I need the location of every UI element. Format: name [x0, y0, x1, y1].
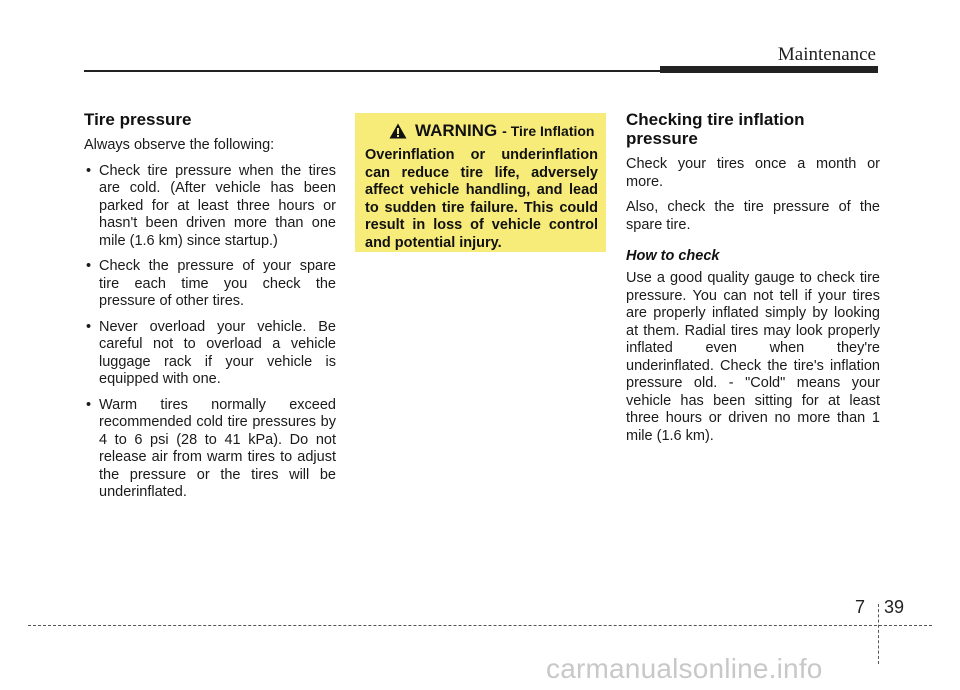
section-title: Maintenance — [777, 44, 876, 65]
right-column — [626, 110, 880, 453]
list-item: • Check the pressure of your spare tire each time you check the pressure of other tires. — [86, 258, 336, 309]
list-item-text: Check the pressure of your spare tire each time you check the pressure of other tires. — [99, 258, 336, 309]
paragraph-spare: Also, check the tire pressure of the spare tire. — [626, 199, 880, 233]
page-number: 39 — [884, 597, 905, 617]
list-item-text: Check tire pressure when the tires are cold. (After vehicle has been parked for at least three hours or hasn't been driven more than one mile (1.6 km) since startup.) — [99, 162, 336, 249]
chapter-number: 7 — [855, 597, 866, 617]
warning-header — [389, 121, 598, 141]
paragraph-monthly: Check your tires once a month or more. — [626, 156, 880, 190]
list-item-text: Warm tires normally exceed recommended cold tire pressures by 4 to 6 psi (28 to 41 kPa). Do not release air from warm tires to adjust the pressure or the tires will be underinflated. — [99, 396, 336, 500]
warning-label: WARNING — [415, 121, 498, 140]
paragraph-how-to-check: Use a good quality gauge to check tire pressure. You can not tell if your tires are properly inflated simply by looking at them. Radial tires may look properly inflated even when they're underinflated. Check the tire's inflation pressure old. - "Cold" means your vehicle has been sitting for at least three hours or driven no more than 1 mile (1.6 km). — [626, 270, 880, 444]
footer-divider — [878, 604, 879, 664]
warning-box — [355, 113, 606, 252]
intro-text: Always observe the following: — [84, 137, 275, 153]
how-to-check-heading: How to check — [626, 248, 720, 264]
list-item: • Check tire pressure when the tires are cold. (After vehicle has been parked for at least three hours or hasn't been driven more than one mile (1.6 km) since startup.) — [86, 162, 336, 249]
tire-pressure-heading: Tire pressure — [84, 110, 192, 129]
checking-inflation-heading: Checking tire inflation pressure — [626, 110, 805, 148]
list-item-text: Never overload your vehicle. Be careful not to overload a vehicle luggage rack if your vehicle is equipped with one. — [99, 318, 336, 387]
header-rule — [84, 70, 660, 72]
list-item: • Warm tires normally exceed recommended cold tire pressures by 4 to 6 psi (28 to 41 kPa). Do not release air from warm tires to adjust the pressure or the tires will be underinflated. — [86, 396, 336, 500]
footer-rule — [28, 625, 932, 626]
tire-pressure-list — [84, 163, 336, 502]
warning-triangle-icon — [389, 123, 407, 139]
warning-subtitle: - Tire Inflation — [502, 123, 595, 139]
left-column — [84, 110, 336, 510]
list-item: • Never overload your vehicle. Be careful not to overload a vehicle luggage rack if your vehicle is equipped with one. — [86, 318, 336, 387]
warning-text: Overinflation or underinflation can reduce tire life, adversely affect vehicle handling, and lead to sudden tire failure. This could result in loss of vehicle control and potential injury. — [365, 147, 598, 251]
header-bar — [660, 66, 878, 73]
watermark: carmanualsonline.info — [546, 653, 823, 684]
